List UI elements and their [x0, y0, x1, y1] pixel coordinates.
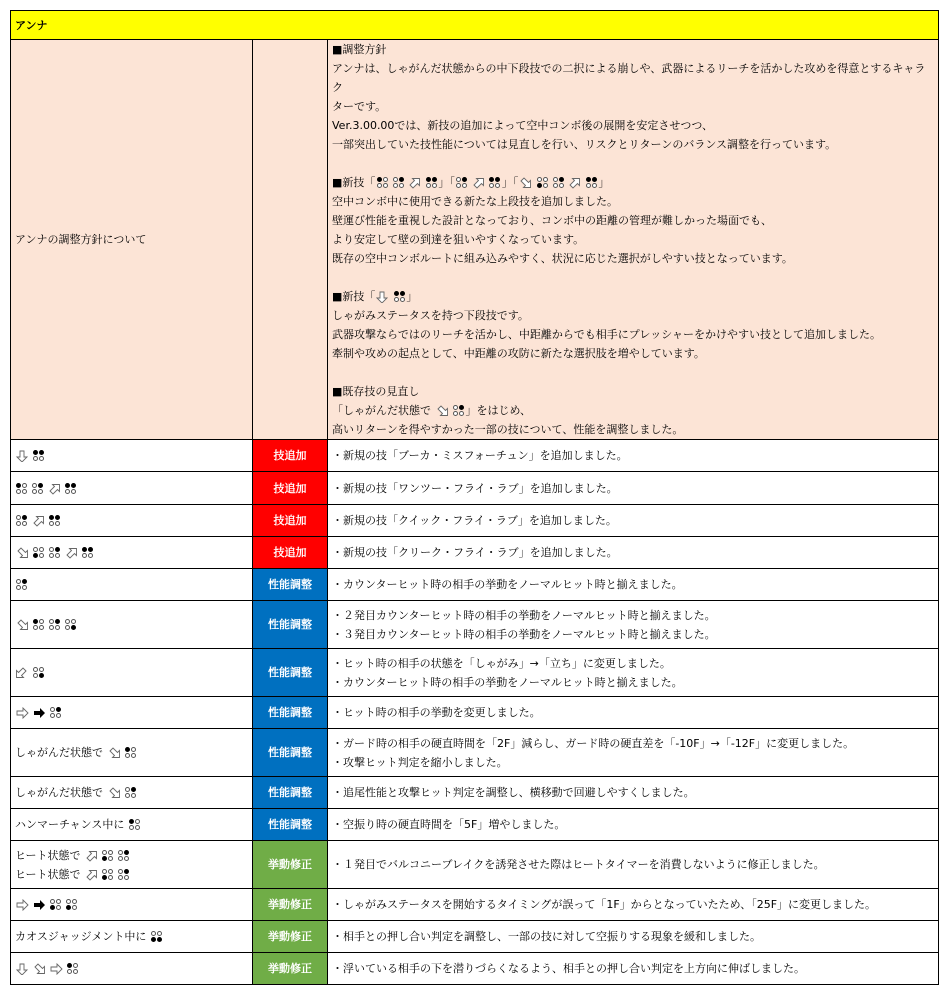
text-fragment: 「 [364, 176, 376, 189]
change-note: ・１発目でバルコニーブレイクを誘発させた際はヒートタイマーを消費しないように修正しました。 [332, 858, 825, 871]
change-note: ・ガード時の相手の硬直時間を「2F」減らし、ガード時の硬直差を「-10F」→「-12F」に変更しました。 [332, 736, 855, 750]
policy-line: 既存の空中コンボルートに組み込みやすく、状況に応じた選択がしやすい技となっています。 [332, 252, 793, 265]
text-fragment: ヒート状態で [15, 848, 85, 862]
change-type-badge: 挙動修正 [253, 921, 328, 953]
button-2-icon [49, 619, 61, 631]
button-12-icon [393, 291, 405, 303]
text-fragment: 「しゃがんだ状態で [332, 404, 435, 417]
policy-line: 一部突出していた技性能については見直しを行い、リスクとリターンのバランス調整を行っています。 [332, 138, 837, 151]
change-row [11, 569, 939, 601]
policy-line: ■調整方針 [332, 43, 387, 56]
change-note: ・浮いている相手の下を潜りづらくなるよう、相手との押し合い判定を上方向に伸ばしました。 [332, 962, 805, 975]
move-command-cell [11, 649, 253, 697]
heading-prefix: ■新技 [332, 176, 365, 189]
move-command-cell [11, 697, 253, 729]
change-row [11, 953, 939, 985]
down-right-arrow-icon [16, 619, 29, 631]
right-arrow-solid-icon [33, 899, 46, 911]
right-arrow-icon [50, 963, 63, 975]
change-notes-cell [328, 649, 939, 697]
policy-heading-line [332, 287, 934, 306]
change-notes-cell [328, 841, 939, 889]
policy-line: しゃがみステータスを持つ下段技です。 [332, 309, 529, 322]
command-input [375, 177, 438, 189]
right-arrow-icon [16, 899, 29, 911]
down-right-arrow-icon [436, 405, 449, 417]
move-command-cell [11, 953, 253, 985]
command-input [15, 547, 95, 559]
change-type-badge: 性能調整 [253, 569, 328, 601]
button-2-icon [456, 177, 468, 189]
change-type-badge: 性能調整 [253, 809, 328, 841]
button-1-icon [125, 747, 137, 759]
button-1-icon [16, 483, 28, 495]
down-right-arrow-icon [108, 747, 121, 759]
policy-line: 壁運び性能を重視した設計となっており、コンボ中の距離の管理が難しかった場面でも、 [332, 214, 772, 227]
change-note: ・ヒット時の相手の挙動を変更しました。 [332, 706, 541, 719]
up-right-arrow-icon [408, 177, 421, 189]
text-fragment: ヒート状態で [15, 867, 85, 881]
change-type-badge: 性能調整 [253, 729, 328, 777]
change-note: ・攻撃ヒット判定を縮小しました。 [332, 755, 508, 769]
button-3-icon [66, 899, 78, 911]
up-right-arrow-icon [48, 483, 61, 495]
button-3-icon [50, 899, 62, 911]
up-right-arrow-icon [65, 547, 78, 559]
policy-line: ■既存技の見直し [332, 385, 420, 398]
change-row [11, 841, 939, 889]
button-2-icon [125, 787, 137, 799]
command-input [15, 899, 79, 911]
up-right-arrow-icon [472, 177, 485, 189]
change-note: ・ヒット時の相手の状態を「しゃがみ」→「立ち」に変更しました。 [332, 656, 671, 670]
patch-notes-table [10, 10, 939, 985]
policy-badge-cell [253, 40, 328, 440]
button-4-icon [65, 619, 77, 631]
move-command-cell [11, 809, 253, 841]
down-arrow-icon [16, 963, 29, 975]
button-12-icon [585, 177, 597, 189]
down-right-arrow-icon [519, 177, 532, 189]
change-notes-cell [328, 953, 939, 985]
change-note: ・相手との押し合い判定を調整し、一部の技に対して空振りする現象を緩和しました。 [332, 930, 761, 943]
change-type-badge: 性能調整 [253, 601, 328, 649]
button-1-icon [129, 819, 141, 831]
change-note: ・２発目カウンターヒット時の相手の挙動をノーマルヒット時と揃えました。 [332, 608, 716, 622]
down-right-arrow-icon [33, 963, 46, 975]
change-note: ・新規の技「ブーカ・ミスフォーチュン」を追加しました。 [332, 449, 628, 462]
button-2-icon [552, 177, 564, 189]
policy-heading-line [332, 401, 934, 420]
title-row [11, 11, 939, 40]
move-command-cell [11, 921, 253, 953]
change-note: ・新規の技「ワンツー・フライ・ラブ」を追加しました。 [332, 481, 618, 495]
change-notes-cell [328, 569, 939, 601]
change-type-badge: 性能調整 [253, 777, 328, 809]
policy-label: アンナの調整方針について [11, 40, 253, 440]
change-row [11, 697, 939, 729]
text-fragment: 」をはじめ、 [465, 404, 532, 417]
change-notes-cell [328, 809, 939, 841]
text-fragment: しゃがんだ状態で [15, 786, 107, 799]
character-title: アンナ [11, 11, 939, 40]
change-type-badge: 挙動修正 [253, 889, 328, 921]
change-type-badge: 性能調整 [253, 697, 328, 729]
move-command-cell [11, 729, 253, 777]
button-2-icon [16, 515, 28, 527]
change-type-badge: 挙動修正 [253, 953, 328, 985]
change-row [11, 889, 939, 921]
command-input [84, 850, 131, 862]
paragraph-gap [332, 154, 934, 173]
command-input [15, 619, 78, 631]
command-input [107, 787, 138, 799]
command-input [15, 707, 63, 719]
button-12-icon [33, 450, 45, 462]
change-note: ・新規の技「クイック・フライ・ラブ」を追加しました。 [332, 514, 617, 527]
paragraph-gap [332, 268, 934, 287]
policy-heading-line [332, 173, 934, 192]
change-notes-cell [328, 921, 939, 953]
command-input [435, 405, 466, 417]
command-input [107, 747, 138, 759]
change-note: ・カウンターヒット時の相手の挙動をノーマルヒット時と揃えました。 [332, 578, 683, 591]
change-type-badge: 挙動修正 [253, 841, 328, 889]
move-command-cell [11, 537, 253, 569]
change-notes-cell [328, 729, 939, 777]
button-1-icon [376, 177, 388, 189]
button-12-icon [49, 515, 61, 527]
change-row [11, 505, 939, 537]
up-right-arrow-icon [85, 850, 98, 862]
button-3-icon [102, 869, 114, 881]
button-3-icon [102, 850, 114, 862]
policy-line: アンナは、しゃがんだ状態からの中下段技での二択による崩しや、武器によるリーチを活かした攻めを得意とするキャラク [332, 62, 926, 94]
policy-line: Ver.3.00.00では、新技の追加によって空中コンボ後の展開を安定させつつ、 [332, 119, 713, 132]
button-2-icon [453, 405, 465, 417]
change-row [11, 729, 939, 777]
change-type-badge: 技追加 [253, 505, 328, 537]
up-right-arrow-icon [85, 869, 98, 881]
right-arrow-solid-icon [33, 707, 46, 719]
change-type-badge: 性能調整 [253, 649, 328, 697]
command-input [15, 450, 46, 462]
text-fragment: 「 [364, 290, 376, 303]
button-2-icon [16, 579, 28, 591]
command-input [455, 177, 502, 189]
down-arrow-icon [16, 450, 29, 462]
change-notes-cell [328, 472, 939, 505]
command-input [518, 177, 598, 189]
button-3-icon [536, 177, 548, 189]
move-command-cell [11, 889, 253, 921]
button-2-icon [32, 483, 44, 495]
change-row [11, 601, 939, 649]
button-2-icon [50, 707, 62, 719]
change-note: ・追尾性能と攻撃ヒット判定を調整し、横移動で回避しやすくしました。 [332, 786, 695, 799]
command-input [84, 869, 131, 881]
button-12-icon [425, 177, 437, 189]
change-notes-cell [328, 697, 939, 729]
command-input [15, 515, 62, 527]
command-input [15, 667, 46, 679]
policy-line: より安定して壁の到達を狙いやすくなっています。 [332, 233, 585, 246]
button-3-icon [33, 547, 45, 559]
text-fragment: カオスジャッジメント中に [15, 930, 150, 943]
change-type-badge: 技追加 [253, 472, 328, 505]
button-1-icon [67, 963, 79, 975]
up-right-arrow-icon [32, 515, 45, 527]
text-fragment: ハンマーチャンス中に [15, 818, 128, 831]
change-notes-cell [328, 537, 939, 569]
change-row [11, 809, 939, 841]
command-input [15, 579, 29, 591]
policy-line: 武器攻撃ならではのリーチを活かし、中距離からでも相手にプレッシャーをかけやすい技として追加しました。 [332, 328, 882, 341]
text-fragment: 」 [598, 176, 610, 189]
policy-row [11, 40, 939, 440]
change-type-badge: 技追加 [253, 537, 328, 569]
command-input [150, 931, 164, 943]
button-4-icon [33, 667, 45, 679]
change-row [11, 921, 939, 953]
down-right-arrow-icon [16, 547, 29, 559]
text-fragment: しゃがんだ状態で [15, 746, 107, 759]
move-command-cell [11, 440, 253, 472]
change-row [11, 777, 939, 809]
change-row [11, 472, 939, 505]
text-fragment: 」「 [501, 176, 519, 189]
change-note: ・しゃがみステータスを開始するタイミングが誤って「1F」からとなっていたため、「25F」に変更しました。 [332, 898, 877, 911]
move-command-cell [11, 505, 253, 537]
button-2-icon [118, 850, 130, 862]
policy-line: 空中コンボ中に使用できる新たな上段技を追加しました。 [332, 195, 618, 208]
change-row [11, 440, 939, 472]
change-notes-cell [328, 440, 939, 472]
change-notes-cell [328, 601, 939, 649]
change-note: ・新規の技「クリーク・フライ・ラブ」を追加しました。 [332, 546, 618, 559]
text-fragment: 」「 [438, 176, 455, 189]
policy-line: 高いリターンを得やすかった一部の技について、性能を調整しました。 [332, 423, 684, 436]
right-arrow-icon [16, 707, 29, 719]
command-input [375, 291, 406, 303]
move-command-cell [11, 472, 253, 505]
change-note: ・カウンターヒット時の相手の挙動をノーマルヒット時と揃えました。 [332, 675, 683, 689]
button-34-icon [151, 931, 163, 943]
policy-line: 牽制や攻めの起点として、中距離の攻防に新たな選択肢を増やしています。 [332, 347, 705, 360]
command-input [15, 963, 80, 975]
down-left-arrow-icon [16, 667, 29, 679]
policy-line: ターです。 [332, 100, 387, 113]
heading-prefix: ■新技 [332, 290, 365, 303]
up-right-arrow-icon [568, 177, 581, 189]
button-2-icon [49, 547, 61, 559]
command-input [15, 483, 78, 495]
down-right-arrow-icon [108, 787, 121, 799]
change-notes-cell [328, 505, 939, 537]
move-command-cell [11, 569, 253, 601]
command-input [128, 819, 142, 831]
change-notes-cell [328, 889, 939, 921]
button-12-icon [82, 547, 94, 559]
button-12-icon [489, 177, 501, 189]
button-1-icon [33, 619, 45, 631]
change-note: ・空振り時の硬直時間を「5F」増やしました。 [332, 818, 566, 831]
button-12-icon [65, 483, 77, 495]
down-arrow-icon [376, 291, 389, 303]
paragraph-gap [332, 363, 934, 382]
change-row [11, 649, 939, 697]
change-row [11, 537, 939, 569]
move-command-cell [11, 777, 253, 809]
move-command-cell [11, 841, 253, 889]
text-fragment: 」 [406, 290, 418, 303]
change-notes-cell [328, 777, 939, 809]
move-command-cell [11, 601, 253, 649]
policy-body [328, 40, 939, 440]
button-2-icon [392, 177, 404, 189]
change-note: ・３発目カウンターヒット時の相手の挙動をノーマルヒット時と揃えました。 [332, 627, 716, 641]
change-type-badge: 技追加 [253, 440, 328, 472]
button-2-icon [118, 869, 130, 881]
